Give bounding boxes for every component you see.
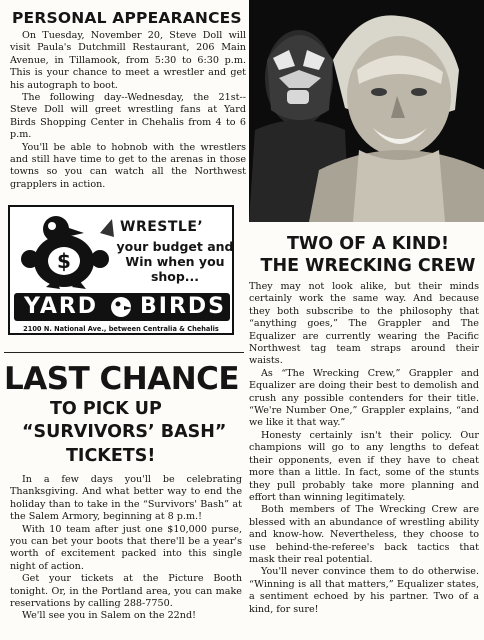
paragraph: In a few days you'll be celebrating Thanksgiving. And what better way to end the holiday than to take in the “Survivors' Bash” at the Salem Armory, beginning at 8 p.m.! [10,474,242,523]
last-chance-subhead-3: TICKETS! [66,446,156,466]
paragraph: Get your tickets at the Picture Booth tonight. Or, in the Portland area, you can make reservations by calling 288-7750. [10,573,242,610]
ad-address: 2100 N. National Ave., between Centralia & Chehalis [23,325,219,333]
last-chance-headline: LAST CHANCE [4,361,240,397]
ad-slogan: your budget and Win when you shop... [116,239,234,284]
wrecking-crew-article [249,281,479,616]
paragraph: They may not look alike, but their minds certainly work the same way. And because they both subscribe to the philosophy that “anything goes,” The Grappler and The Equalizer are currently wearing the Pacific Northwest tag team straps around their waists. [249,281,479,367]
wrestlers-photo-image [249,0,484,222]
bird-mascot-icon [16,213,116,293]
paragraph: The following day--Wednesday, the 21st--Steve Doll will greet wrestling fans at Yard Birds Shopping Center in Chehalis from 4 to 6 p.m. [10,92,246,141]
last-chance-subhead-1: TO PICK UP [50,399,162,419]
paragraph: Both members of The Wrecking Crew are blessed with an abundance of wrestling ability and know-how. Nevertheless, they choose to use behind-the-referee's back tactics that mask their real potential. [249,504,479,565]
yard-birds-logo [14,293,230,321]
personal-appearances-article [10,30,246,191]
paragraph: With 10 team after just one $10,000 purse, you can bet your boots that there'll be a year's worth of excitement packed into this single night of action. [10,523,242,572]
section-divider [4,352,244,353]
logo-word-birds: BIRDS [140,294,227,319]
paragraph: We'll see you in Salem on the 22nd! [22,610,196,622]
wrecking-crew-headline-2: THE WRECKING CREW [260,256,476,276]
logo-word-yard: YARD [24,294,99,319]
paragraph: Honesty certainly isn't their policy. Our champions will go to any lengths to defeat their opponents, even if they have to cheat more than a little. In fact, some of the stunts they pull probably take more planning and effort than winning legitimately. [249,429,479,503]
yard-birds-advertisement [8,205,234,335]
last-chance-subhead-2: “SURVIVORS’ BASH” [22,422,227,442]
paragraph: As “The Wrecking Crew,” Grappler and Equalizer are doing their best to demolish and crush any possible contenders for their title. “We're Number One,” Grappler explains, “and we like it that way.” [249,367,479,429]
ad-wrestle-text: WRESTLE’ [120,219,204,235]
personal-appearances-heading: PERSONAL APPEARANCES [12,9,242,27]
wrestlers-photo [249,0,484,222]
last-chance-article [10,474,242,623]
paragraph: You'll never convince them to do otherwise. “Winning is all that matters,” Equalizer states, a sentiment echoed by his partner. Two of a kind, for sure! [249,566,479,615]
logo-bird-icon [108,295,134,319]
paragraph: You'll be able to hobnob with the wrestlers and still have time to get to the arenas in those towns so you can watch all the Northwest grapplers in action. [10,141,246,190]
paragraph: On Tuesday, November 20, Steve Doll will visit Paula's Dutchmill Restaurant, 206 Main Avenue, in Tillamook, from 5:30 to 6:30 p.m. This is your chance to meet a wrestler and get his autograph to boot. [10,30,246,91]
wrecking-crew-headline-1: TWO OF A KIND! [287,234,449,254]
svg-text:$: $ [57,249,71,273]
